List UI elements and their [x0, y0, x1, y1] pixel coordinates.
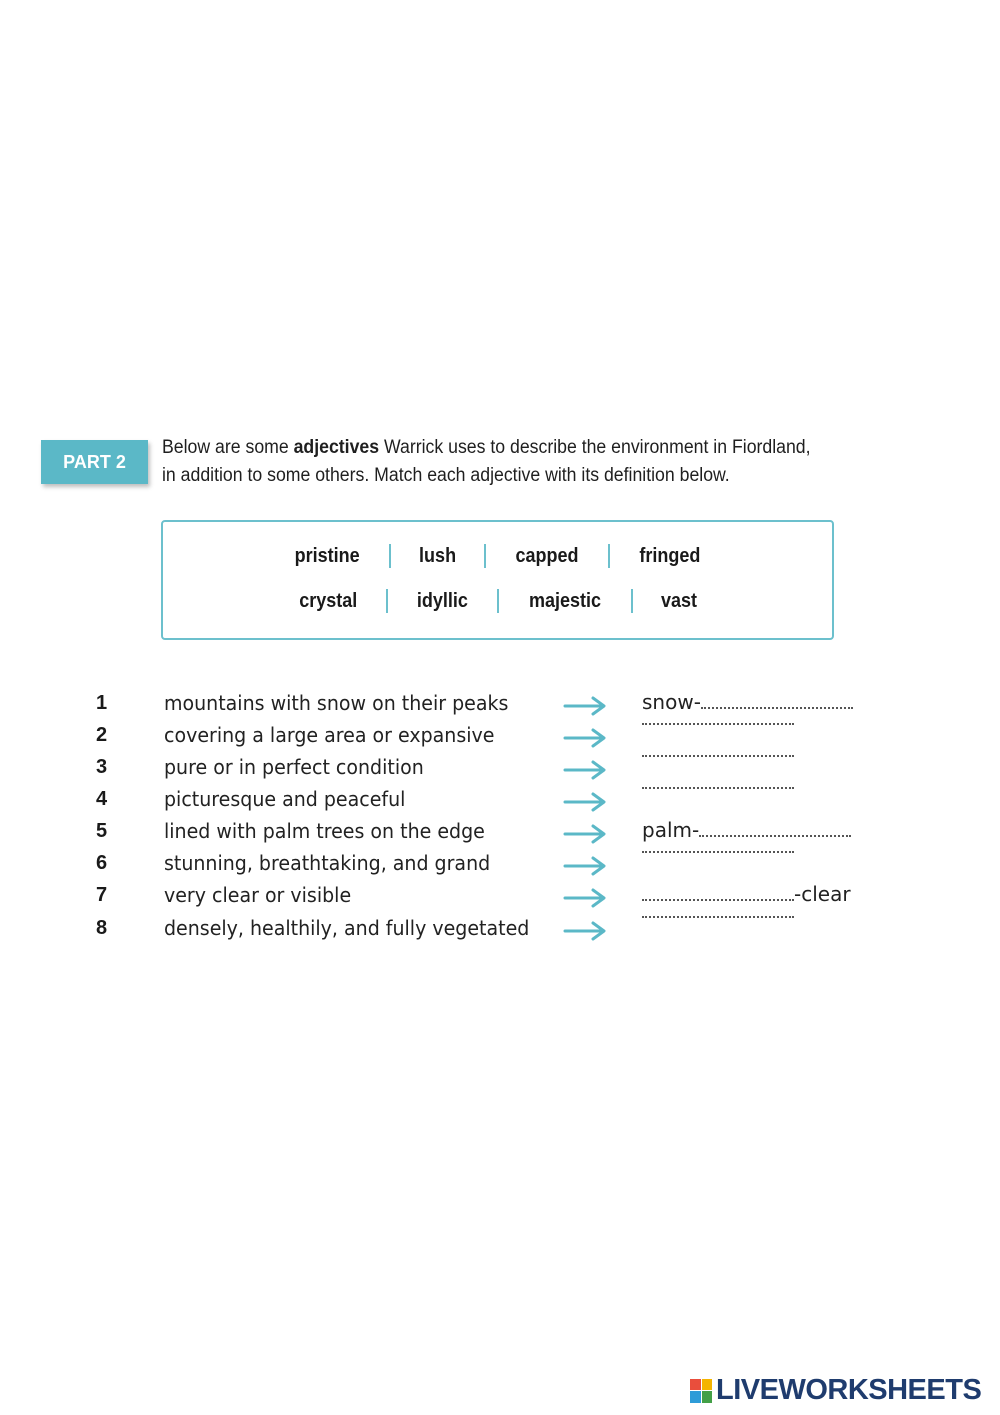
- instructions: [162, 434, 813, 490]
- word-separator: [497, 589, 499, 613]
- word-bank-word: idyllic: [417, 589, 469, 612]
- matching-item: [0, 848, 1000, 880]
- answer-dots: [642, 915, 794, 918]
- part-badge: [41, 440, 148, 484]
- word-bank-row-1: [163, 544, 832, 568]
- arrow-right-icon: [563, 921, 607, 941]
- word-separator: [386, 589, 388, 613]
- logo-text: LIVEWORKSHEETS: [716, 1374, 982, 1406]
- arrow-right-icon: [563, 696, 607, 716]
- arrow-right-icon: [563, 760, 607, 780]
- word-bank-word: crystal: [299, 589, 358, 612]
- arrow-right-icon: [563, 824, 607, 844]
- matching-item: [0, 720, 1000, 752]
- matching-item: [0, 880, 1000, 912]
- item-definition: covering a large area or expansive: [164, 723, 495, 747]
- instructions-line-2: in addition to some others. Match each adjective with its definition below.: [162, 465, 730, 486]
- item-number: 2: [96, 724, 108, 746]
- word-bank-word: fringed: [639, 544, 701, 567]
- item-number: 3: [96, 756, 108, 778]
- word-bank-word: capped: [515, 544, 579, 567]
- item-definition: lined with palm trees on the edge: [164, 819, 485, 843]
- word-bank: [161, 520, 834, 640]
- word-bank-word: vast: [661, 589, 698, 612]
- answer-blank[interactable]: [642, 850, 794, 857]
- item-definition: very clear or visible: [164, 883, 352, 907]
- item-number: 6: [96, 852, 108, 874]
- answer-blank[interactable]: [642, 818, 851, 842]
- item-definition: pure or in perfect condition: [164, 755, 424, 779]
- item-number: 8: [96, 917, 108, 939]
- arrow-right-icon: [563, 728, 607, 748]
- instructions-text-start: Below are some: [162, 437, 294, 458]
- word-separator: [631, 589, 633, 613]
- item-number: 7: [96, 884, 108, 906]
- matching-item: [0, 816, 1000, 848]
- answer-suffix: -clear: [794, 882, 851, 906]
- item-number: 1: [96, 692, 108, 714]
- answer-prefix: palm-: [642, 818, 700, 842]
- answer-dots: [642, 850, 794, 853]
- word-separator: [389, 544, 391, 568]
- arrow-right-icon: [563, 888, 607, 908]
- item-number: 4: [96, 788, 108, 810]
- answer-blank[interactable]: [642, 786, 794, 793]
- answer-dots: [699, 834, 851, 837]
- liveworksheets-logo-icon: [690, 1379, 712, 1403]
- answer-blank[interactable]: [642, 882, 851, 906]
- word-bank-word: lush: [419, 544, 457, 567]
- word-bank-row-2: [163, 589, 832, 613]
- instructions-bold-word: adjectives: [293, 437, 380, 458]
- word-separator: [608, 544, 610, 568]
- word-bank-word: majestic: [529, 589, 602, 612]
- arrow-right-icon: [563, 792, 607, 812]
- liveworksheets-logo[interactable]: [690, 1374, 981, 1407]
- arrow-right-icon: [563, 856, 607, 876]
- matching-item: [0, 688, 1000, 720]
- instructions-text-end: Warrick uses to describe the environment in Fiordland,: [379, 437, 811, 458]
- answer-blank[interactable]: [642, 754, 794, 761]
- matching-item: [0, 752, 1000, 784]
- answer-dots: [701, 706, 853, 709]
- item-number: 5: [96, 820, 108, 842]
- answer-dots: [642, 898, 794, 901]
- instructions-line-1: [162, 434, 813, 462]
- answer-dots: [642, 754, 794, 757]
- answer-prefix: snow-: [642, 690, 701, 714]
- word-bank-word: pristine: [294, 544, 360, 567]
- item-definition: stunning, breathtaking, and grand: [164, 851, 491, 875]
- item-definition: densely, healthily, and fully vegetated: [164, 916, 530, 940]
- matching-item: [0, 913, 1000, 945]
- part-badge-label: PART 2: [63, 451, 126, 472]
- answer-blank[interactable]: [642, 722, 794, 729]
- matching-item: [0, 784, 1000, 816]
- answer-blank[interactable]: [642, 915, 794, 922]
- word-separator: [484, 544, 486, 568]
- answer-dots: [642, 722, 794, 725]
- item-definition: mountains with snow on their peaks: [164, 691, 509, 715]
- item-definition: picturesque and peaceful: [164, 787, 406, 811]
- answer-dots: [642, 786, 794, 789]
- answer-blank[interactable]: [642, 690, 853, 714]
